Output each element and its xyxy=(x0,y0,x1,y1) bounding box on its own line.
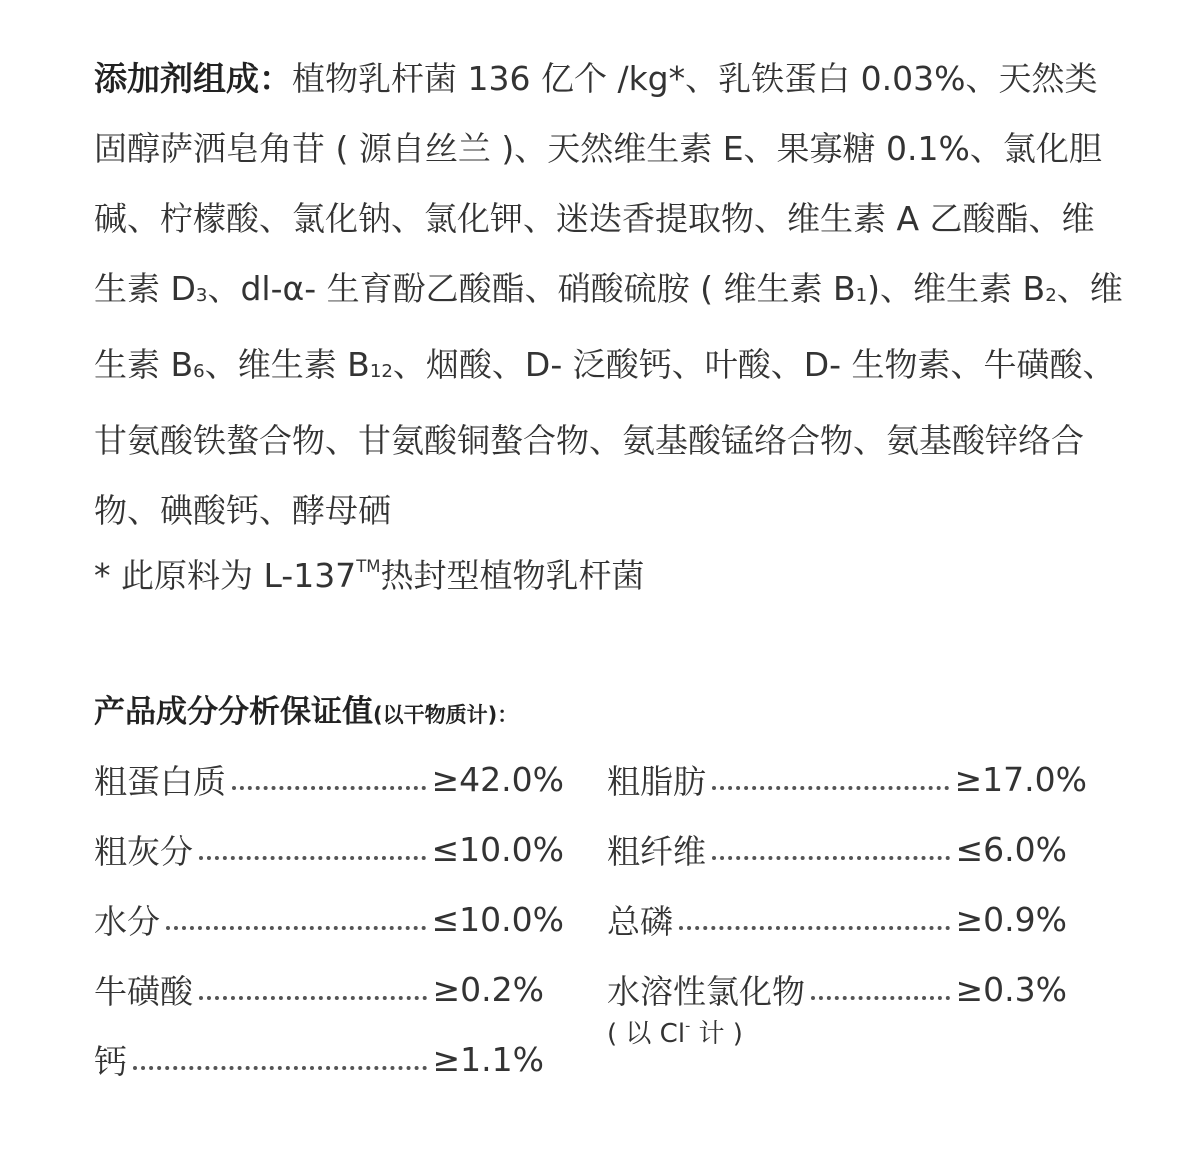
subscript: 1 xyxy=(855,284,868,306)
analysis-item-name: 水分 xyxy=(94,901,160,941)
additive-text: )、维生素 B xyxy=(867,269,1046,308)
analysis-item-value: ≥0.3% xyxy=(955,969,1067,1009)
analysis-item-name: 水溶性氯化物 xyxy=(607,971,805,1011)
analysis-row xyxy=(94,967,544,1011)
analysis-item-name: 粗纤维 xyxy=(607,831,706,871)
analysis-item-value: ≥1.1% xyxy=(432,1039,544,1079)
analysis-title-note: (以干物质计)： xyxy=(373,703,519,727)
additive-composition-label: 添加剂组成： xyxy=(94,59,292,98)
chloride-note xyxy=(607,1013,743,1050)
analysis-row xyxy=(94,827,564,871)
dot-leader xyxy=(232,786,426,790)
analysis-row xyxy=(94,1037,544,1081)
subscript: 2 xyxy=(1045,284,1057,306)
dot-leader xyxy=(679,926,950,930)
additive-text: 、维生素 B xyxy=(94,269,1123,384)
dot-leader xyxy=(712,856,950,860)
analysis-title-text: 产品成分分析保证值 xyxy=(94,694,373,730)
footnote-prefix: * 此原料为 L-137 xyxy=(94,555,357,595)
analysis-item-value: ≥0.2% xyxy=(432,969,544,1009)
trademark-mark: TM xyxy=(356,557,381,576)
additive-composition xyxy=(94,44,1124,546)
footnote xyxy=(94,532,645,611)
dot-leader xyxy=(166,926,426,930)
analysis-item-value: ≤10.0% xyxy=(431,899,564,939)
additive-text: 、dl-α- 生育酚乙酸酯、硝酸硫胺 ( 维生素 B xyxy=(207,269,856,308)
analysis-item-value: ≤10.0% xyxy=(431,829,564,869)
chloride-note-sup: - xyxy=(685,1018,691,1035)
dot-leader xyxy=(712,786,949,790)
chloride-note-prefix: ( 以 Cl xyxy=(607,1019,686,1049)
chloride-note-suffix: 计 ) xyxy=(690,1019,743,1049)
footnote-suffix: 热封型植物乳杆菌 xyxy=(380,555,645,595)
analysis-item-value: ≥42.0% xyxy=(431,759,564,799)
dot-leader xyxy=(811,996,950,1000)
analysis-item-name: 钙 xyxy=(94,1041,127,1081)
analysis-item-value: ≤6.0% xyxy=(955,829,1067,869)
analysis-item-value: ≥0.9% xyxy=(955,899,1067,939)
analysis-row xyxy=(94,897,564,941)
analysis-item-name: 总磷 xyxy=(607,901,673,941)
subscript: 6 xyxy=(193,360,205,382)
additive-text: 、烟酸、D- 泛酸钙、叶酸、D- 生物素、牛磺酸、甘氨酸铁螯合物、甘氨酸铜螯合物、氨基酸锰络合物、氨基酸锌络合物、碘酸钙、酵母硒 xyxy=(94,345,1116,530)
additive-text: 、维生素 B xyxy=(204,345,370,384)
analysis-row xyxy=(607,967,1067,1011)
analysis-row xyxy=(607,897,1067,941)
analysis-row xyxy=(607,827,1067,871)
analysis-item-value: ≥17.0% xyxy=(954,759,1087,799)
analysis-row xyxy=(94,757,564,801)
dot-leader xyxy=(199,996,427,1000)
analysis-row xyxy=(607,757,1087,801)
analysis-title xyxy=(94,686,518,731)
additive-text: 植物乳杆菌 136 亿个 /kg*、乳铁蛋白 0.03%、天然类固醇萨洒皂角苷 ( 源自丝兰 )、天然维生素 E、果寡糖 0.1%、氯化胆碱、柠檬酸、氯化钠、氯化钾、迷迭香提取物、维生素 A 乙酸酯、维生素 D xyxy=(94,59,1102,308)
analysis-item-name: 粗脂肪 xyxy=(607,761,706,801)
subscript: 12 xyxy=(369,360,393,382)
analysis-item-name: 粗蛋白质 xyxy=(94,761,226,801)
dot-leader xyxy=(133,1066,427,1070)
analysis-item-name: 粗灰分 xyxy=(94,831,193,871)
subscript: 3 xyxy=(195,284,208,306)
dot-leader xyxy=(199,856,426,860)
analysis-item-name: 牛磺酸 xyxy=(94,971,193,1011)
